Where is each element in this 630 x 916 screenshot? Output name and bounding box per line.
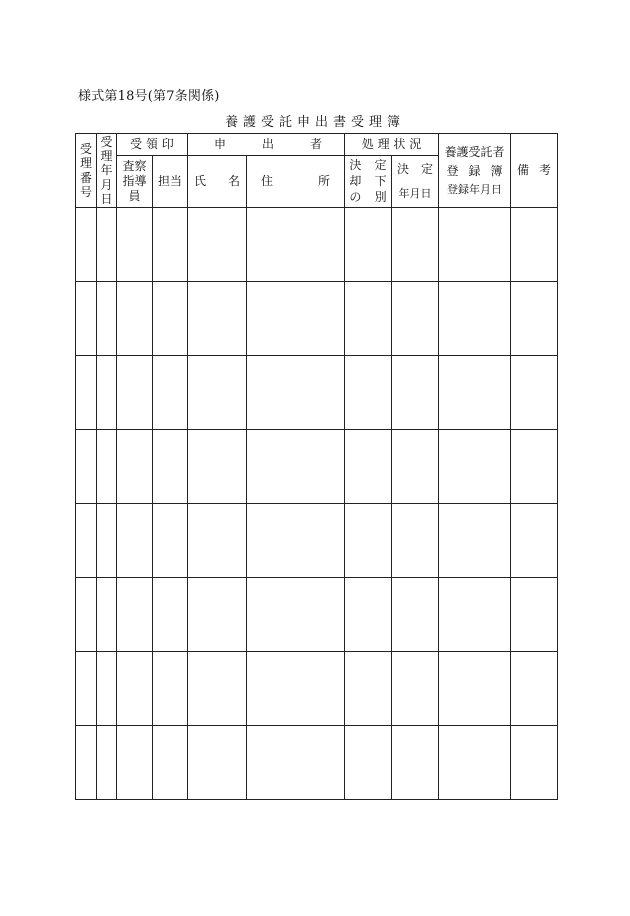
table-cell [97,430,117,504]
table-cell [76,208,97,282]
table-cell [97,652,117,726]
table-cell [392,282,439,356]
table-row [76,282,558,356]
header-seal-inspector: 査察指導員 [117,156,153,208]
table-cell [153,208,188,282]
form-title: 養護受託申出書受理簿 [224,115,405,130]
header-address: 住 所 [247,156,345,208]
table-cell [247,282,345,356]
table-cell [188,208,247,282]
table-cell [153,504,188,578]
table-row [76,578,558,652]
table-row [76,208,558,282]
table-cell [247,208,345,282]
table-cell [247,652,345,726]
header-status-group: 処 理 状 況 [345,134,439,156]
table-row [76,430,558,504]
table-cell [247,726,345,800]
table-cell [247,430,345,504]
table-cell [247,578,345,652]
header-receipt-number: 受理番号 [76,134,97,208]
table-cell [511,430,558,504]
table-cell [76,282,97,356]
table-cell [345,430,392,504]
table-cell [188,652,247,726]
header-decision-date: 決 定 年月日 [392,156,439,208]
table-cell [439,652,511,726]
table-cell [345,652,392,726]
table-cell [97,208,117,282]
table-cell [511,208,558,282]
table-cell [392,356,439,430]
table-cell [76,578,97,652]
table-cell [439,282,511,356]
table-cell [76,504,97,578]
table-cell [188,504,247,578]
header-seal-group: 受 領 印 [117,134,188,156]
table-cell [153,578,188,652]
table-cell [153,356,188,430]
table-cell [76,652,97,726]
table-cell [345,356,392,430]
table-cell [392,726,439,800]
table-row [76,652,558,726]
table-cell [153,430,188,504]
table-cell [345,726,392,800]
table-cell [188,356,247,430]
table-cell [76,356,97,430]
table-cell [117,356,153,430]
table-cell [511,578,558,652]
table-cell [439,504,511,578]
register-table [75,133,558,800]
table-cell [511,282,558,356]
table-cell [511,726,558,800]
table-cell [439,430,511,504]
header-receipt-date: 受理年月日 [97,134,117,208]
header-register: 養護受託者 登 録 簿 登録年月日 [439,134,511,208]
table-cell [117,430,153,504]
table-cell [153,726,188,800]
table-cell [188,726,247,800]
table-cell [97,578,117,652]
header-remarks: 備 考 [511,134,558,208]
table-cell [511,356,558,430]
table-cell [117,208,153,282]
table-cell [345,578,392,652]
table-cell [117,578,153,652]
table-cell [345,282,392,356]
table-cell [247,356,345,430]
table-cell [439,726,511,800]
table-cell [97,726,117,800]
table-cell [76,726,97,800]
table-cell [97,504,117,578]
table-row [76,726,558,800]
header-seal-officer: 担当 [153,156,188,208]
table-cell [392,578,439,652]
table-cell [392,430,439,504]
table-cell [97,356,117,430]
table-cell [117,652,153,726]
table-cell [153,282,188,356]
table-cell [345,208,392,282]
table-cell [188,578,247,652]
table-cell [188,282,247,356]
table-row [76,356,558,430]
table-cell [76,430,97,504]
table-cell [511,652,558,726]
table-cell [392,652,439,726]
table-cell [188,430,247,504]
table-cell [153,652,188,726]
table-cell [117,282,153,356]
table-cell [117,726,153,800]
table-cell [439,356,511,430]
table-cell [439,208,511,282]
table-cell [117,504,153,578]
table-cell [392,504,439,578]
form-number: 様式第18号(第7条関係) [78,89,220,104]
header-applicant-group: 申 出 者 [188,134,345,156]
table-cell [392,208,439,282]
table-cell [511,504,558,578]
table-cell [97,282,117,356]
table-cell [345,504,392,578]
table-cell [247,504,345,578]
table-row [76,504,558,578]
header-decision-type: 決 定 却 下 の 別 [345,156,392,208]
table-cell [439,578,511,652]
header-name: 氏 名 [188,156,247,208]
